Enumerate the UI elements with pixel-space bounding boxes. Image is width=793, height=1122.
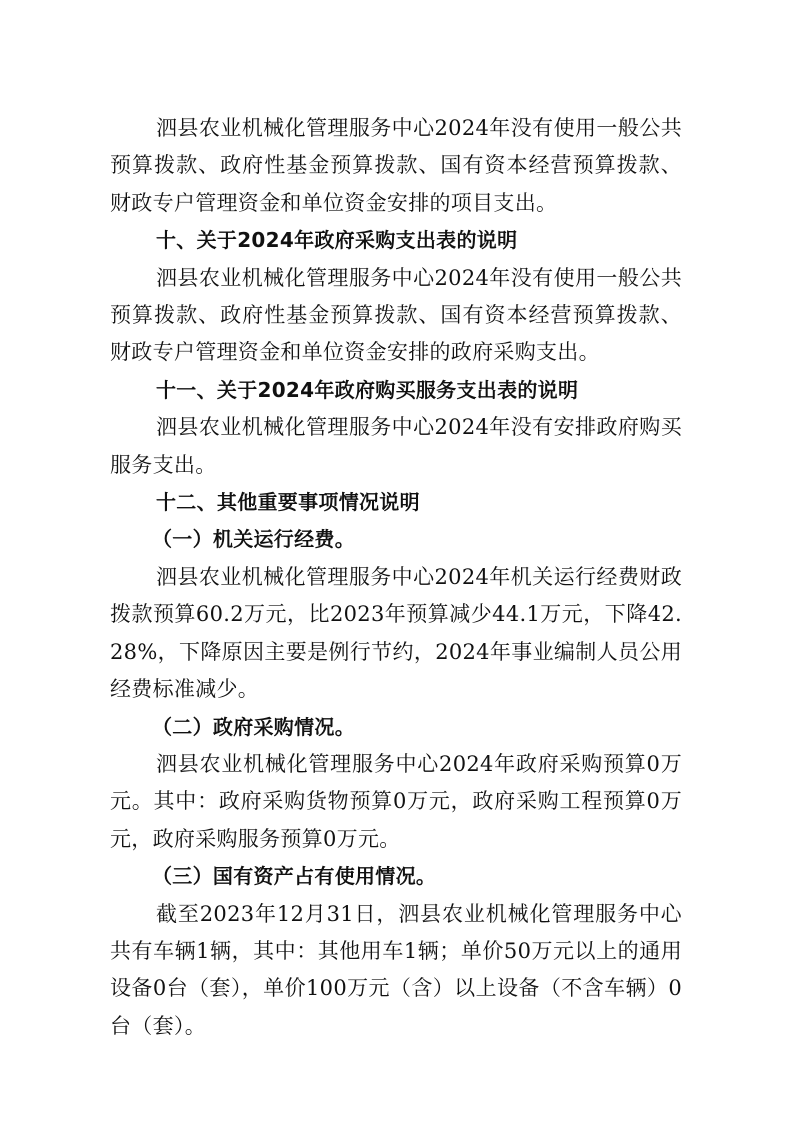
subheading-state-assets: （三）国有资产占有使用情况。 xyxy=(152,864,437,889)
subheading-operating-expenses: （一）机关运行经费。 xyxy=(152,527,355,552)
document-body xyxy=(110,110,682,1045)
paragraph-purchased-services: 泗县农业机械化管理服务中心2024年没有安排政府购买服务支出。 xyxy=(110,415,682,477)
paragraph-government-procurement: 泗县农业机械化管理服务中心2024年没有使用一般公共预算拨款、政府性基金预算拨款、国有资本经营预算拨款、财政专户管理资金和单位资金安排的政府采购支出。 xyxy=(110,265,682,365)
paragraph-state-assets: 截至2023年12月31日，泗县农业机械化管理服务中心共有车辆1辆，其中：其他用车1辆；单价50万元以上的通用设备0台（套），单价100万元（含）以上设备（不含车辆）0台（套）。 xyxy=(110,901,682,1038)
subheading-procurement-status: （二）政府采购情况。 xyxy=(152,714,355,739)
heading-section-11: 十一、关于2024年政府购买服务支出表的说明 xyxy=(156,377,579,402)
heading-section-10: 十、关于2024年政府采购支出表的说明 xyxy=(156,228,518,253)
paragraph-project-expenditure: 泗县农业机械化管理服务中心2024年没有使用一般公共预算拨款、政府性基金预算拨款、国有资本经营预算拨款、财政专户管理资金和单位资金安排的项目支出。 xyxy=(110,116,682,215)
heading-section-12: 十二、其他重要事项情况说明 xyxy=(156,490,420,515)
paragraph-procurement-status: 泗县农业机械化管理服务中心2024年政府采购预算0万元。其中：政府采购货物预算0万元，政府采购工程预算0万元，政府采购服务预算0万元。 xyxy=(110,751,682,851)
paragraph-operating-expenses: 泗县农业机械化管理服务中心2024年机关运行经费财政拨款预算60.2万元，比2023年预算减少44.1万元，下降42.28%，下降原因主要是例行节约，2024年事业编制人员公用经费标准减少。 xyxy=(110,564,682,702)
